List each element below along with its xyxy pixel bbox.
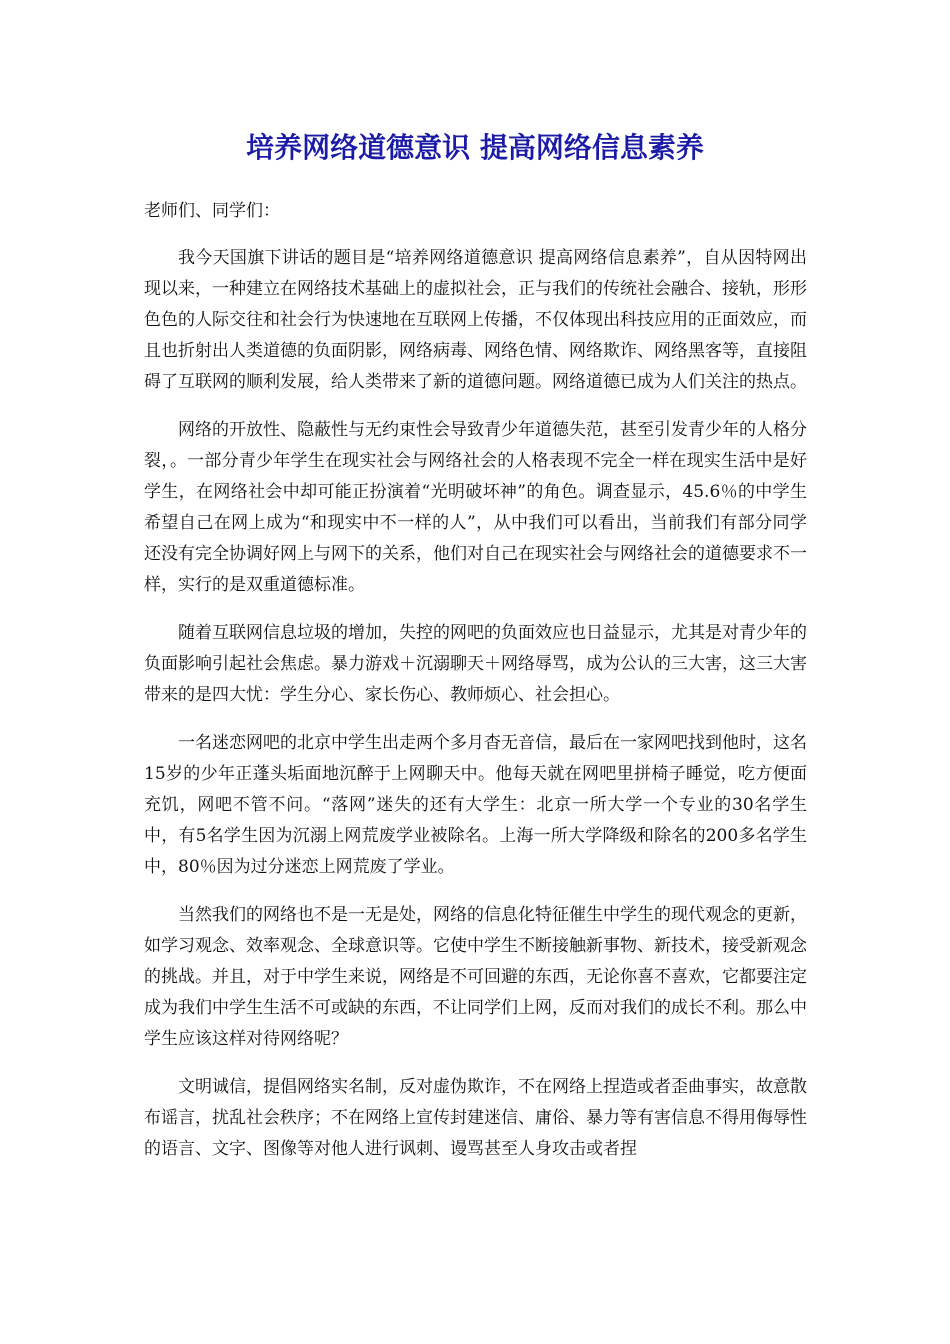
- paragraph-5: 当然我们的网络也不是一无是处，网络的信息化特征催生中学生的现代观念的更新，如学习观念、效率观念、全球意识等。它使中学生不断接触新事物、新技术，接受新观念的挑战。并且，对于中学生来说，网络是不可回避的东西，无论你喜不喜欢，它都要注定成为我们中学生生活不可或缺的东西，不让同学们上网，反而对我们的成长不利。那么中学生应该这样对待网络呢？: [144, 905, 807, 1049]
- page-title: 培养网络道德意识 提高网络信息素养: [246, 131, 704, 164]
- paragraph-1: 我今天国旗下讲话的题目是“培养网络道德意识 提高网络信息素养”，自从因特网出现以来，一种建立在网络技术基础上的虚拟社会，正与我们的传统社会融合、接轨，形形色色的人际交往和社会行为快速地在互联网上传播，不仅体现出科技应用的正面效应，而且也折射出人类道德的负面阴影，网络病毒、网络色情、网络欺诈、网络黑客等，直接阻碍了互联网的顺利发展，给人类带来了新的道德问题。网络道德已成为人们关注的热点。: [144, 248, 807, 392]
- greeting: 老师们、同学们：: [144, 201, 280, 221]
- paragraph-3: 随着互联网信息垃圾的增加，失控的网吧的负面效应也日益显示，尤其是对青少年的负面影响引起社会焦虑。暴力游戏＋沉溺聊天＋网络辱骂，成为公认的三大害，这三大害带来的是四大忧：学生分心、家长伤心、教师烦心、社会担心。: [144, 623, 807, 705]
- document-body: [144, 196, 807, 1182]
- paragraph-6: 文明诚信，提倡网络实名制，反对虚伪欺诈，不在网络上捏造或者歪曲事实，故意散布谣言，扰乱社会秩序；不在网络上宣传封建迷信、庸俗、暴力等有害信息不得用侮辱性的语言、文字、图像等对他人进行讽刺、谩骂甚至人身攻击或者捏: [144, 1077, 807, 1159]
- paragraph-2: 网络的开放性、隐蔽性与无约束性会导致青少年道德失范，甚至引发青少年的人格分裂，。一部分青少年学生在现实社会与网络社会的人格表现不完全一样在现实生活中是好学生，在网络社会中却可能正扮演着“光明破坏神”的角色。调查显示，45.6％的中学生希望自己在网上成为“和现实中不一样的人”，从中我们可以看出，当前我们有部分同学还没有完全协调好网上与网下的关系，他们对自己在现实社会与网络社会的道德要求不一样，实行的是双重道德标准。: [144, 420, 807, 595]
- paragraph-4: 一名迷恋网吧的北京中学生出走两个多月杳无音信，最后在一家网吧找到他时，这名15岁的少年正蓬头垢面地沉醉于上网聊天中。他每天就在网吧里拼椅子睡觉，吃方便面充饥，网吧不管不问。“落网”迷失的还有大学生：北京一所大学一个专业的30名学生中，有5名学生因为沉溺上网荒废学业被除名。上海一所大学降级和除名的200多名学生中，80％因为过分迷恋上网荒废了学业。: [144, 733, 807, 877]
